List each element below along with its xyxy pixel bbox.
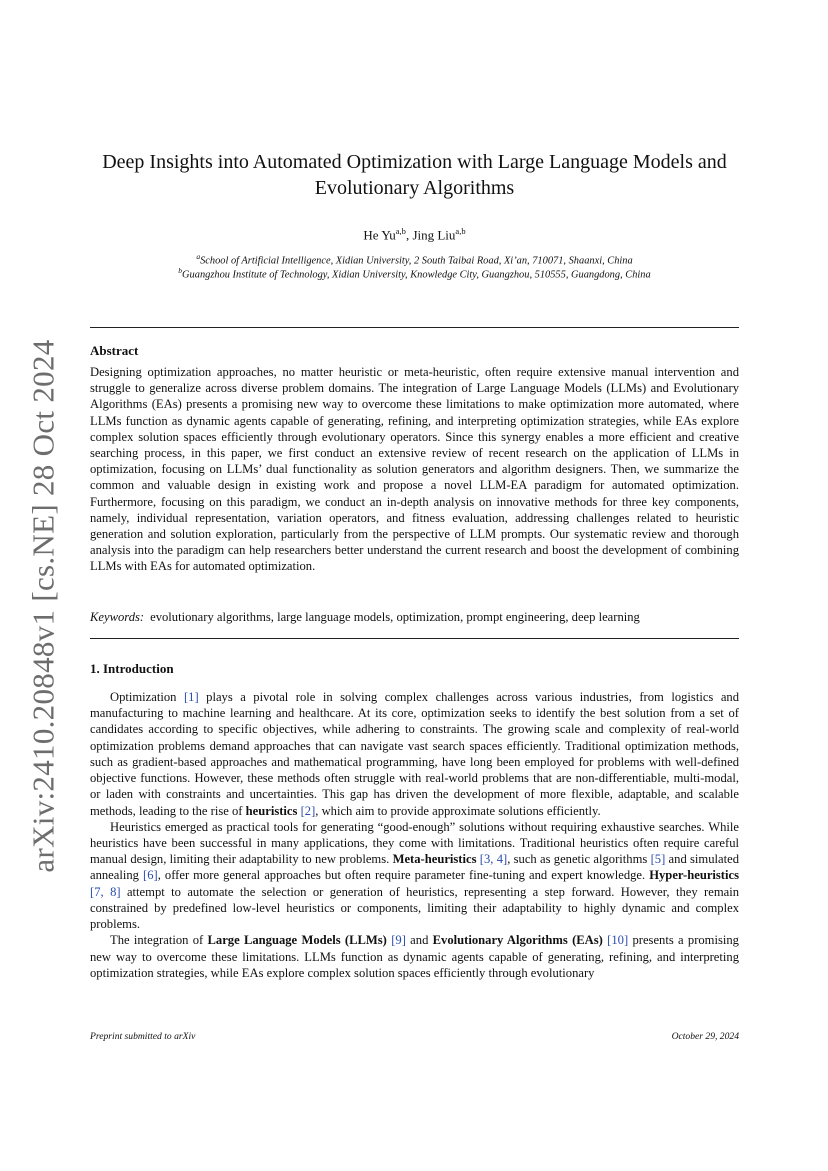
- paper-title: [90, 149, 739, 201]
- citation-link[interactable]: 7: [94, 884, 101, 899]
- bold-term: Evolutionary Algorithms (EAs): [432, 933, 603, 948]
- abstract-heading: Abstract: [90, 343, 139, 358]
- citation-link[interactable]: 3: [483, 852, 491, 867]
- abstract-body: [90, 364, 739, 575]
- text-run: Optimization: [110, 690, 184, 704]
- citation-link[interactable]: [: [391, 933, 396, 948]
- citation-link[interactable]: 2: [304, 803, 312, 818]
- intro-paragraph-1: [90, 689, 739, 819]
- citation-link[interactable]: ]: [194, 690, 199, 704]
- keywords-label: Keywords:: [90, 610, 145, 624]
- citation-link[interactable]: ,: [490, 852, 497, 867]
- introduction-body: [90, 689, 739, 981]
- arxiv-identifier-sidebar: [22, 339, 66, 873]
- citation-link[interactable]: 4: [496, 852, 504, 867]
- citation-link[interactable]: ]: [401, 933, 406, 948]
- citation-link[interactable]: 9: [395, 933, 402, 948]
- citation-link[interactable]: 6: [147, 868, 154, 883]
- author-name: Jing Liu: [412, 227, 456, 243]
- intro-paragraph-3: [90, 932, 739, 981]
- bold-term: heuristics: [245, 803, 298, 818]
- text-run: presents a promising new way to overcome these limitations. LLMs function as dynamic agents capable of generating, refining, and interpreting optimization strategies, while EAs explore complex solution spaces efficiently through evolutionary: [90, 933, 739, 980]
- citation-link[interactable]: [: [479, 852, 484, 867]
- author-list: [90, 223, 739, 243]
- footer-date: October 29, 2024: [671, 1031, 739, 1042]
- title-line-1: Deep Insights into Automated Optimization with Large Language Models and: [102, 151, 727, 173]
- abstract-bottom-rule: [90, 638, 739, 639]
- citation-link[interactable]: [: [90, 884, 95, 899]
- affiliation-text: Guangzhou Institute of Technology, Xidian University, Knowledge City, Guangzhou, 510555, Guangdong, China: [182, 269, 651, 281]
- arxiv-identifier: arXiv:2410.20848v1 [cs.NE] 28 Oct 2024: [26, 339, 61, 873]
- citation-link[interactable]: 10: [611, 933, 624, 948]
- title-line-2: Evolutionary Algorithms: [314, 177, 515, 199]
- citation-link[interactable]: [: [650, 852, 655, 867]
- citation-link[interactable]: ]: [661, 852, 666, 867]
- citation-link[interactable]: [: [300, 803, 305, 818]
- text-run: , such as genetic algorithms: [507, 852, 651, 867]
- text-run: Heuristics emerged as practical tools for generating “good-enough” solutions without requiring exhaustive searches. While heuristics have been successful in many applications, they come with limitations. Traditional heuristics often require careful manual design, limiting their adaptability to new problems.: [90, 819, 739, 867]
- citation-link[interactable]: ]: [623, 933, 629, 948]
- text-run: and simulated annealing: [90, 852, 739, 883]
- citation-link[interactable]: ]: [503, 852, 508, 867]
- abstract-text: Designing optimization approaches, no matter heuristic or meta-heuristic, often require extensive manual intervention and struggle to generalize across diverse problem domains. The integration of Large Language Models (LLMs) and Evolutionary Algorithms (EAs) presents a promising new way to overcome these limitations to make optimization more automated, where LLMs function as dynamic agents capable of generating, refining, and interpreting optimization strategies, while EAs explore complex solution spaces efficiently through evolutionary operators. Since this synergy enables a more efficient and creative searching process, in this paper, we first conduct an extensive review of recent research on the application of LLMs in optimization, focusing on LLMs’ dual functionality as solution generators and algorithm designers. Then, we summarize the common and valuable design in existing work and propose a novel LLM-EA paradigm for automated optimization. Furthermore, focusing on this paradigm, we conduct an in-depth analysis on innovative methods for three key components, namely, individual representation, variation operators, and fitness evaluation, addressing challenges related to heuristic generation and solution exploration, particularly from the perspective of LLM prompts. Our systematic review and thorough analysis into the paradigm can help researchers better understand the current research and boost the development of combining LLMs with EAs for automated optimization.: [90, 365, 739, 574]
- footer-preprint-note: Preprint submitted to arXiv: [90, 1031, 196, 1042]
- bold-term: Hyper-heuristics: [649, 868, 739, 883]
- citation-link[interactable]: ,: [100, 884, 111, 899]
- citation-link[interactable]: ]: [153, 868, 158, 883]
- citation-link[interactable]: [: [143, 868, 148, 883]
- author-affiliation-mark: a,b: [395, 226, 406, 236]
- text-run: plays a pivotal role in solving complex challenges across various industries, from logistics and manufacturing to machine learning and healthcare. At its core, optimization seeks to identify the best solution from a set of candidates according to specific objectives, while adhering to constraints. The growing scale and complexity of real-world optimization problems demand approaches that can navigate vast search spaces efficiently. Traditional optimization methods, such as gradient-based approaches and mathematical programming, have long been employed for problems with well-defined objective functions. However, these methods often struggle with real-world problems that are non-differentiable, multi-modal, or laden with constraints and uncertainties. This gap has driven the development of more flexible, adaptable, and scalable methods, leading to the rise of: [90, 690, 739, 818]
- author-name: He Yu: [363, 227, 396, 243]
- citation-link[interactable]: [: [183, 690, 189, 704]
- bold-term: Large Language Models (LLMs): [207, 933, 387, 948]
- affiliation-b: [90, 264, 739, 282]
- text-run: and: [405, 933, 433, 948]
- citation-link[interactable]: 5: [654, 852, 662, 867]
- citation-link[interactable]: ]: [311, 803, 316, 818]
- page-footer: [90, 1031, 739, 1043]
- citation-link[interactable]: ]: [116, 884, 121, 899]
- abstract-top-rule: [90, 327, 739, 328]
- bold-term: Meta-heuristics: [392, 852, 477, 867]
- citation-link[interactable]: 1: [188, 690, 195, 704]
- affiliation-mark: a: [196, 252, 201, 261]
- author-affiliation-mark: a,b: [455, 226, 466, 236]
- keywords-line: [90, 609, 739, 625]
- section-heading-introduction: 1. Introduction: [90, 661, 174, 676]
- text-run: The integration of: [110, 933, 208, 948]
- text-run: , offer more general approaches but often require parameter fine-tuning and expert knowledge.: [157, 868, 650, 883]
- citation-link[interactable]: 8: [110, 884, 117, 899]
- citation-link[interactable]: [: [607, 933, 612, 948]
- text-run: attempt to automate the selection or generation of heuristics, representing a step forward. However, they remain constrained by predefined low-level heuristics or components, limiting their adaptability to highly dynamic and complex problems.: [90, 884, 739, 932]
- keywords-text: evolutionary algorithms, large language models, optimization, prompt engineering, deep learning: [150, 610, 640, 624]
- author-separator: ,: [405, 227, 413, 243]
- affiliation-text: School of Artificial Intelligence, Xidian University, 2 South Taibai Road, Xi’an, 710071, Shaanxi, China: [200, 255, 633, 267]
- intro-paragraph-2: [90, 819, 739, 933]
- text-run: , which aim to provide approximate solutions efficiently.: [315, 803, 601, 818]
- affiliation-mark: b: [178, 266, 183, 275]
